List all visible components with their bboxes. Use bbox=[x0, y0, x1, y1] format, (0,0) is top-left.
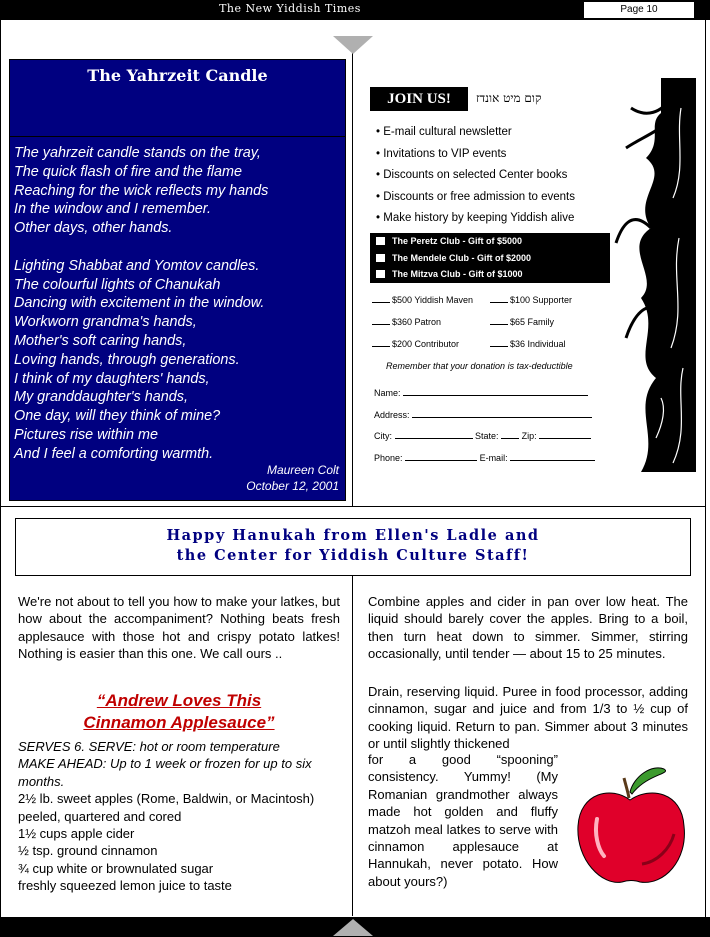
tax-note: Remember that your donation is tax-deductible bbox=[386, 361, 573, 371]
level-option[interactable]: $500 Yiddish Maven bbox=[372, 289, 473, 311]
benefit-item: • Invitations to VIP events bbox=[376, 144, 575, 166]
benefit-item: • Discounts on selected Center books bbox=[376, 165, 575, 187]
frame-right bbox=[705, 20, 706, 917]
level-option[interactable]: $100 Supporter bbox=[490, 289, 572, 311]
level-option[interactable]: $200 Contributor bbox=[372, 333, 473, 355]
banner-line: the Center for Yiddish Culture Staff! bbox=[176, 547, 530, 564]
top-divider bbox=[352, 52, 353, 506]
poem-line: The quick flash of fire and the flame bbox=[14, 163, 242, 180]
poem-line: Other days, other hands. bbox=[14, 220, 173, 237]
donation-form bbox=[374, 383, 599, 469]
name-field[interactable]: Name: bbox=[374, 383, 599, 405]
serves-note: SERVES 6. SERVE: hot or room temperature bbox=[18, 739, 280, 754]
poem-line: My granddaughter's hands, bbox=[14, 389, 188, 406]
level-option[interactable]: $65 Family bbox=[490, 311, 572, 333]
poem-line: Reaching for the wick reflects my hands bbox=[14, 182, 269, 199]
ingredient: freshly squeezed lemon juice to taste bbox=[18, 878, 232, 894]
ingredient: 2½ lb. sweet apples (Rome, Baldwin, or Macintosh) peeled, quartered and cored bbox=[18, 791, 315, 824]
poem-line: Workworn grandma's hands, bbox=[14, 314, 197, 331]
poem-line: In the window and I remember. bbox=[14, 201, 212, 218]
levels-right bbox=[490, 289, 572, 355]
section-divider bbox=[0, 506, 706, 507]
benefits-list bbox=[376, 122, 575, 230]
clubs-band bbox=[370, 233, 610, 283]
poem-line: One day, will they think of mine? bbox=[14, 408, 221, 425]
poem-line bbox=[14, 238, 344, 257]
recipe-details bbox=[18, 738, 348, 895]
poem-line: Pictures rise within me bbox=[14, 426, 158, 443]
join-heading: JOIN US! bbox=[370, 87, 468, 111]
frame-left bbox=[0, 20, 1, 917]
poem-line: And I feel a comforting warmth. bbox=[14, 445, 214, 462]
poem-rule bbox=[10, 136, 345, 137]
thistle-illustration bbox=[601, 78, 696, 472]
ingredient: ½ tsp. ground cinnamon bbox=[18, 843, 158, 859]
poem-text bbox=[14, 144, 344, 464]
club-option[interactable]: The Mitzva Club - Gift of $1000 bbox=[370, 266, 610, 283]
recipe-title-line: “Andrew Loves This bbox=[96, 691, 262, 710]
poem-line: Lighting Shabbat and Yomtov candles. bbox=[14, 257, 260, 274]
poem-line: The yahrzeit candle stands on the tray, bbox=[14, 145, 261, 161]
recipe-title-line: Cinnamon Applesauce” bbox=[83, 713, 275, 732]
city-field[interactable]: City: State: Zip: bbox=[374, 426, 599, 448]
make-ahead-note: MAKE AHEAD: Up to 1 week or frozen for up to six months. bbox=[18, 756, 312, 789]
poem-line: I think of my daughters' hands, bbox=[14, 370, 210, 387]
phone-field[interactable]: Phone: E-mail: bbox=[374, 448, 599, 470]
ingredient: ¾ cup white or brownulated sugar bbox=[18, 860, 214, 876]
club-option[interactable]: The Peretz Club - Gift of $5000 bbox=[370, 233, 610, 250]
poem-box bbox=[9, 59, 346, 501]
recipe-direction: for a good “spooning” consistency. Yummy! (My Romanian grandmother always made hot golden and fluffy matzoh meal latkes to serve with cinnamon applesauce at Hannukah, never potato. How about yours?) bbox=[368, 752, 558, 889]
hanukah-banner bbox=[15, 518, 691, 576]
benefit-item: • E-mail cultural newsletter bbox=[376, 122, 575, 144]
poem-signature bbox=[246, 462, 339, 494]
masthead: The New Yiddish Times bbox=[219, 2, 361, 15]
recipe-title bbox=[18, 690, 340, 734]
benefit-item: • Make history by keeping Yiddish alive bbox=[376, 208, 575, 230]
recipe-direction: Drain, reserving liquid. Puree in food processor, adding cinnamon, sugar and juice and from 1/3 to ½ cup of cooking liquid. Return to pan. Simmer about 3 minutes or until slightly thickened bbox=[368, 684, 688, 752]
recipe-direction: Combine apples and cider in pan over low heat. The liquid should barely cover the apples. Bring to a boil, then turn heat down to simmer. Simmer, stirring occasionally, until tender — about 15 to 25 minutes. bbox=[368, 594, 688, 662]
level-option[interactable]: $36 Individual bbox=[490, 333, 572, 355]
banner-line: Happy Hanukah from Ellen's Ladle and bbox=[166, 527, 540, 544]
page-number: Page 10 bbox=[583, 1, 695, 19]
poem-date: October 12, 2001 bbox=[246, 479, 339, 493]
poem-line: The colourful lights of Chanukah bbox=[14, 276, 221, 293]
poem-title: The Yahrzeit Candle bbox=[87, 66, 268, 85]
bottom-divider bbox=[352, 576, 353, 916]
ingredient: 1½ cups apple cider bbox=[18, 826, 135, 842]
address-field[interactable]: Address: bbox=[374, 405, 599, 427]
level-option[interactable]: $360 Patron bbox=[372, 311, 473, 333]
apple-illustration bbox=[572, 764, 692, 888]
poem-line: Mother's soft caring hands, bbox=[14, 332, 187, 349]
join-hebrew: קום מיט אונדז bbox=[476, 91, 542, 105]
triangle-down-icon bbox=[333, 36, 373, 54]
recipe-intro: We're not about to tell you how to make your latkes, but how about the accompaniment? Nothing beats fresh applesauce with those hot and crispy potato latkes! Nothing is easier than this one. We call ours .. bbox=[18, 594, 340, 662]
poem-author: Maureen Colt bbox=[266, 463, 339, 477]
triangle-up-icon bbox=[333, 919, 373, 936]
poem-line: Dancing with excitement in the window. bbox=[14, 295, 265, 312]
benefit-item: • Discounts or free admission to events bbox=[376, 187, 575, 209]
club-option[interactable]: The Mendele Club - Gift of $2000 bbox=[370, 250, 610, 267]
levels-left bbox=[372, 289, 473, 355]
poem-line: Loving hands, through generations. bbox=[14, 351, 240, 368]
join-us-ad bbox=[366, 78, 696, 472]
